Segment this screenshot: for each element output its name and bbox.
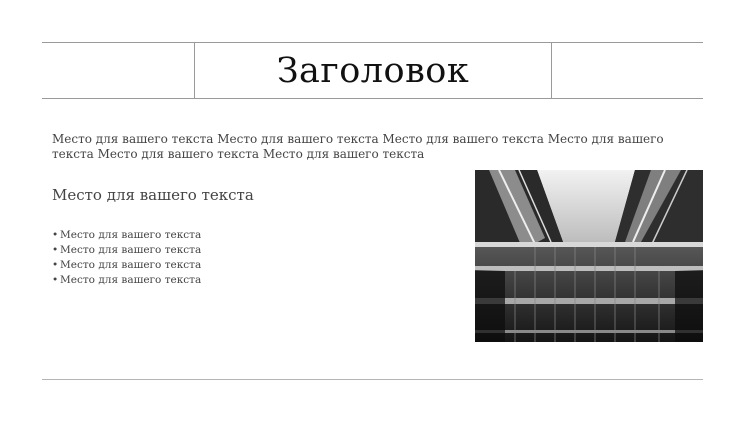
- bullet-icon: •: [52, 259, 59, 271]
- bullet-icon: •: [52, 244, 59, 256]
- bullet-item: [52, 228, 201, 243]
- bullet-list[interactable]: [52, 228, 201, 288]
- title-box: [42, 42, 703, 99]
- slide-title[interactable]: Заголовок: [276, 50, 470, 91]
- bullet-text: Место для вашего текста: [60, 229, 202, 241]
- bullet-item: [52, 273, 201, 288]
- bullet-item: [52, 258, 201, 273]
- body-paragraph[interactable]: Место для вашего текста Место для вашего текста Место для вашего текста Место для вашего текста Место для вашего текста Место для вашего текста: [52, 132, 664, 161]
- title-divider-right: [551, 43, 552, 98]
- bullet-text: Место для вашего текста: [60, 274, 202, 286]
- bottom-divider: [42, 379, 703, 380]
- bullet-text: Место для вашего текста: [60, 259, 202, 271]
- building-photo[interactable]: [475, 170, 703, 342]
- subheading[interactable]: Место для вашего текста: [52, 186, 254, 204]
- building-photo-art: [475, 170, 703, 342]
- bullet-icon: •: [52, 274, 59, 286]
- bullet-text: Место для вашего текста: [60, 244, 202, 256]
- bullet-item: [52, 243, 201, 258]
- bullet-icon: •: [52, 229, 59, 241]
